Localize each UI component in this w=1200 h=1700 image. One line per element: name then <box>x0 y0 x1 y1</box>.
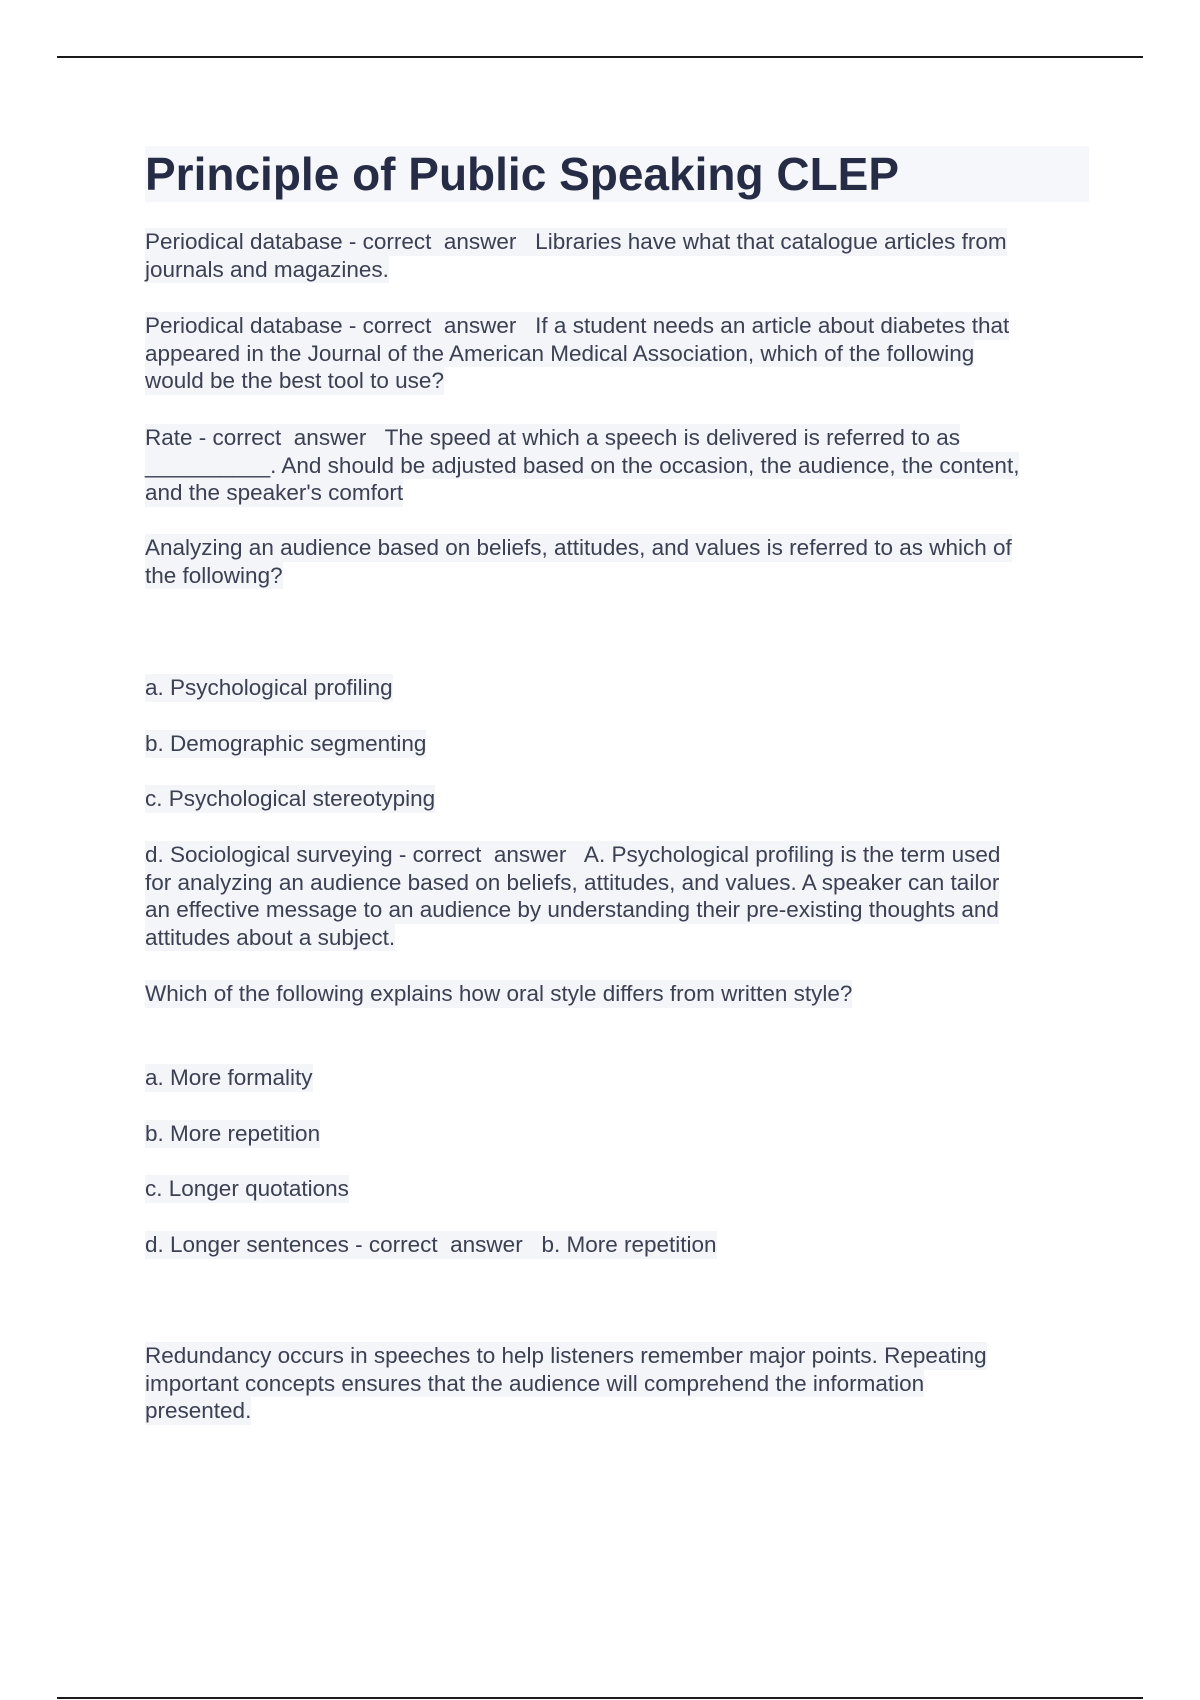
text-line: attitudes about a subject. <box>145 924 396 950</box>
text-line: journals and magazines. <box>145 256 389 282</box>
qa-item-rate <box>145 424 1085 507</box>
text-line: b. More repetition <box>145 1121 321 1146</box>
question-oral-style <box>145 980 1085 1008</box>
page-title: Principle of Public Speaking CLEP <box>145 146 1089 202</box>
text-line: appeared in the Journal of the American Medical Association, which of the following <box>145 340 975 366</box>
question-audience-analysis <box>145 534 1085 589</box>
qa-item-libraries <box>145 228 1085 283</box>
option-a <box>145 674 1085 702</box>
text-line: __________. And should be adjusted based on the occasion, the audience, the content, <box>145 452 1020 478</box>
text-line: a. More formality <box>145 1065 313 1090</box>
text-line: presented. <box>145 1398 252 1423</box>
text-line: Periodical database - correct answer If a student needs an article about diabetes that <box>145 313 1010 338</box>
top-rule <box>57 56 1143 58</box>
text-line: Analyzing an audience based on beliefs, attitudes, and values is referred to as which of <box>145 535 1012 560</box>
text-line: c. Longer quotations <box>145 1176 349 1201</box>
option-c <box>145 1175 1085 1203</box>
option-c <box>145 785 1085 813</box>
text-line: for analyzing an audience based on beliefs, attitudes, and values. A speaker can tailor <box>145 869 1000 895</box>
text-line: the following? <box>145 562 283 588</box>
text-line: c. Psychological stereotyping <box>145 786 436 811</box>
option-a <box>145 1064 1085 1092</box>
text-line: would be the best tool to use? <box>145 368 444 393</box>
text-line: and the speaker's comfort <box>145 480 404 505</box>
text-line: Redundancy occurs in speeches to help listeners remember major points. Repeating <box>145 1343 987 1368</box>
qa-item-diabetes-article <box>145 312 1085 395</box>
option-b <box>145 1120 1085 1148</box>
text-line: important concepts ensures that the audience will comprehend the information <box>145 1370 925 1396</box>
text-line: Which of the following explains how oral style differs from written style? <box>145 981 853 1006</box>
explanation-redundancy <box>145 1342 1085 1425</box>
option-d-with-answer <box>145 1231 1085 1259</box>
option-b <box>145 730 1085 758</box>
text-line: Rate - correct answer The speed at which a speech is delivered is referred to as <box>145 425 960 450</box>
text-line: an effective message to an audience by understanding their pre-existing thoughts and <box>145 897 999 922</box>
option-d-with-answer <box>145 841 1085 951</box>
text-line: d. Longer sentences - correct answer b. More repetition <box>145 1232 717 1257</box>
text-line: d. Sociological surveying - correct answer A. Psychological profiling is the term used <box>145 842 1001 867</box>
text-line: b. Demographic segmenting <box>145 731 427 756</box>
text-line: Periodical database - correct answer Libraries have what that catalogue articles from <box>145 229 1007 254</box>
bottom-rule <box>57 1697 1143 1699</box>
text-line: a. Psychological profiling <box>145 675 393 700</box>
